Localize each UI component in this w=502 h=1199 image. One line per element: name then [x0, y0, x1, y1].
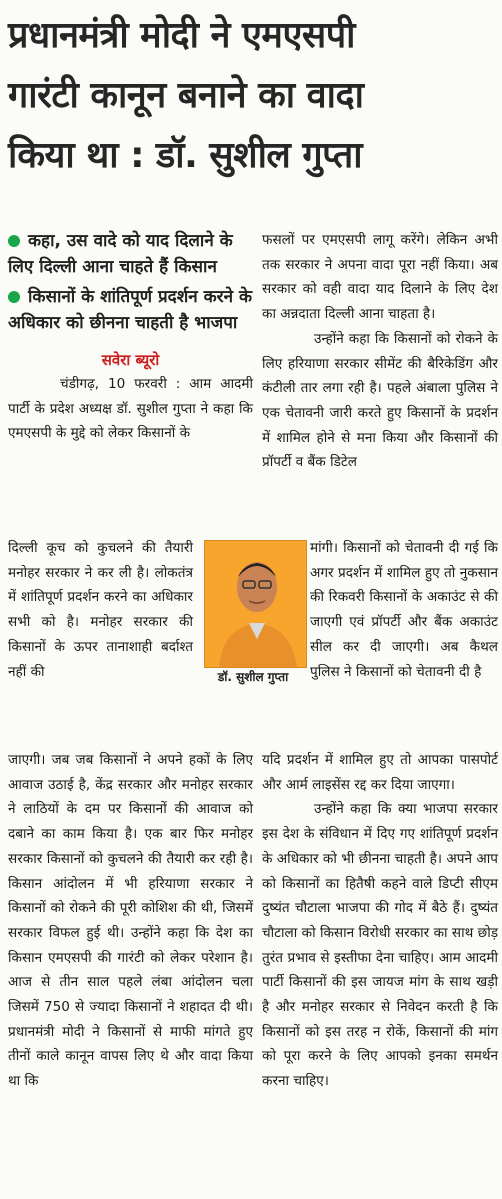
highlight-2-text: किसानों के शांतिपूर्ण प्रदर्शन करने के अधिकार को छीनना चाहती है भाजपा [8, 287, 253, 333]
headline-line-3: किया था : डॉ. सुशील गुप्ता [8, 135, 363, 176]
headline-line-2: गारंटी कानून बनाने का वादा [8, 75, 364, 116]
right-paragraph-2: उन्होंने कहा कि किसानों को रोकने के लिए हरियाणा सरकार सीमेंट की बैरिकेडिंग और कंटीली तार लगा रही है। पहले अंबाला पुलिस ने एक चेतावनी जारी करते हुए किसानों के प्रदर्शन में शामिल होने से मना किया और किसानों की प्रॉपर्टी व बैंक डिटेल [262, 330, 498, 471]
portrait-photo [204, 540, 307, 668]
portrait-image [205, 541, 306, 667]
right-paragraph-lower-2: उन्होंने कहा कि क्या भाजपा सरकार इस देश के संविधान में दिए गए शांतिपूर्ण प्रदर्शन के अधिकार को भी छीनना चाहती है। अपने आप को किसानों का हितैषी कहने वाले डिप्टी सीएम दुष्यंत चौटाला भाजपा की गोद में बैठे हैं। दुष्यंत चौटाला को किसान विरोधी सरकार का साथ छोड़ तुरंत प्रभाव से इस्तीफा देना चाहिए। आम आदमी पार्टी किसानों की इस जायज मांग के साथ खड़ी है और मनोहर सरकार से निवेदन करती है कि किसानों को इस तरह न रोकें, किसानों की मांग को पूरा करने के लिए आपको इनका समर्थन करना चाहिए। [262, 801, 498, 1090]
right-column-lower [262, 748, 498, 1094]
headline [8, 6, 498, 186]
left-column-top [8, 228, 253, 446]
right-column-beside-photo [310, 536, 498, 684]
right-paragraph-lower-1: यदि प्रदर्शन में शामिल हुए तो आपका पासपोर्ट और आर्म लाइसेंस रद्द कर दिया जाएगा। [262, 752, 498, 793]
left-paragraph-lower: जाएगी। जब जब किसानों ने अपने हकों के लिए आवाज उठाई है, केंद्र सरकार और मनोहर सरकार ने लाठियों के दम पर किसानों की आवाज को दबाने का काम किया है। एक बार फिर मनोहर सरकार किसानों को कुचलने की तैयारी कर रही है। किसान आंदोलन में भी हरियाणा सरकार ने किसानों को रोकने की पूरी कोशिश की थी, जिसमें सरकार विफल हुई थी। उन्होंने कहा कि देश का किसान एमएसपी की गारंटी को लेकर परेशान है। आज से तीन साल पहले लंबा आंदोलन चला जिसमें 750 से ज्यादा किसानों ने शहादत दी थी। प्रधानमंत्री मोदी ने किसानों से माफी मांगते हुए तीनों काले कानून वापस लिए थे और वादा किया था कि [8, 752, 253, 1090]
right-column-top [262, 228, 498, 475]
bullet-icon [8, 235, 20, 247]
right-paragraph-beside-photo: मांगी। किसानों को चेतावनी दी गई कि अगर प्रदर्शन में शामिल हुए तो नुकसान की रिकवरी किसानों के अकाउंट से की जाएगी एवं प्रॉपर्टी और बैंक अकाउंट सील कर दी जाएगी। अब कैथल पुलिस ने किसानों को चेतावनी दी है [310, 540, 498, 680]
left-paragraph-beside-photo: दिल्ली कूच को कुचलने की तैयारी मनोहर सरकार ने कर ली है। लोकतंत्र में शांतिपूर्ण प्रदर्शन करने का अधिकार सभी को है। मनोहर सरकार की किसानों के ऊपर तानाशाही बर्दाश्त नहीं की [8, 540, 193, 680]
left-column-lower [8, 748, 253, 1094]
highlight-1 [8, 228, 253, 280]
headline-line-1: प्रधानमंत्री मोदी ने एमएसपी [8, 15, 355, 56]
highlight-1-text: कहा, उस वादे को याद दिलाने के लिए दिल्ली आना चाहते हैं किसान [8, 231, 233, 277]
highlight-2 [8, 284, 253, 336]
right-paragraph-1: फसलों पर एमएसपी लागू करेंगे। लेकिन अभी तक सरकार ने अपना वादा पूरा नहीं किया। अब सरकार को वही वादा याद दिलाने के लिए देश का अन्नदाता दिल्ली आना चाहता है। [262, 232, 498, 323]
photo-caption: डॉ. सुशील गुप्ता [217, 670, 289, 684]
left-column-beside-photo [8, 536, 193, 684]
byline: सवेरा ब्यूरो [101, 351, 160, 369]
bullet-icon [8, 291, 20, 303]
left-paragraph-top: चंडीगढ़, 10 फरवरी : आम आदमी पार्टी के प्रदेश अध्यक्ष डॉ. सुशील गुप्ता ने कहा कि एमएसपी के मुद्दे को लेकर किसानों के [8, 376, 253, 442]
